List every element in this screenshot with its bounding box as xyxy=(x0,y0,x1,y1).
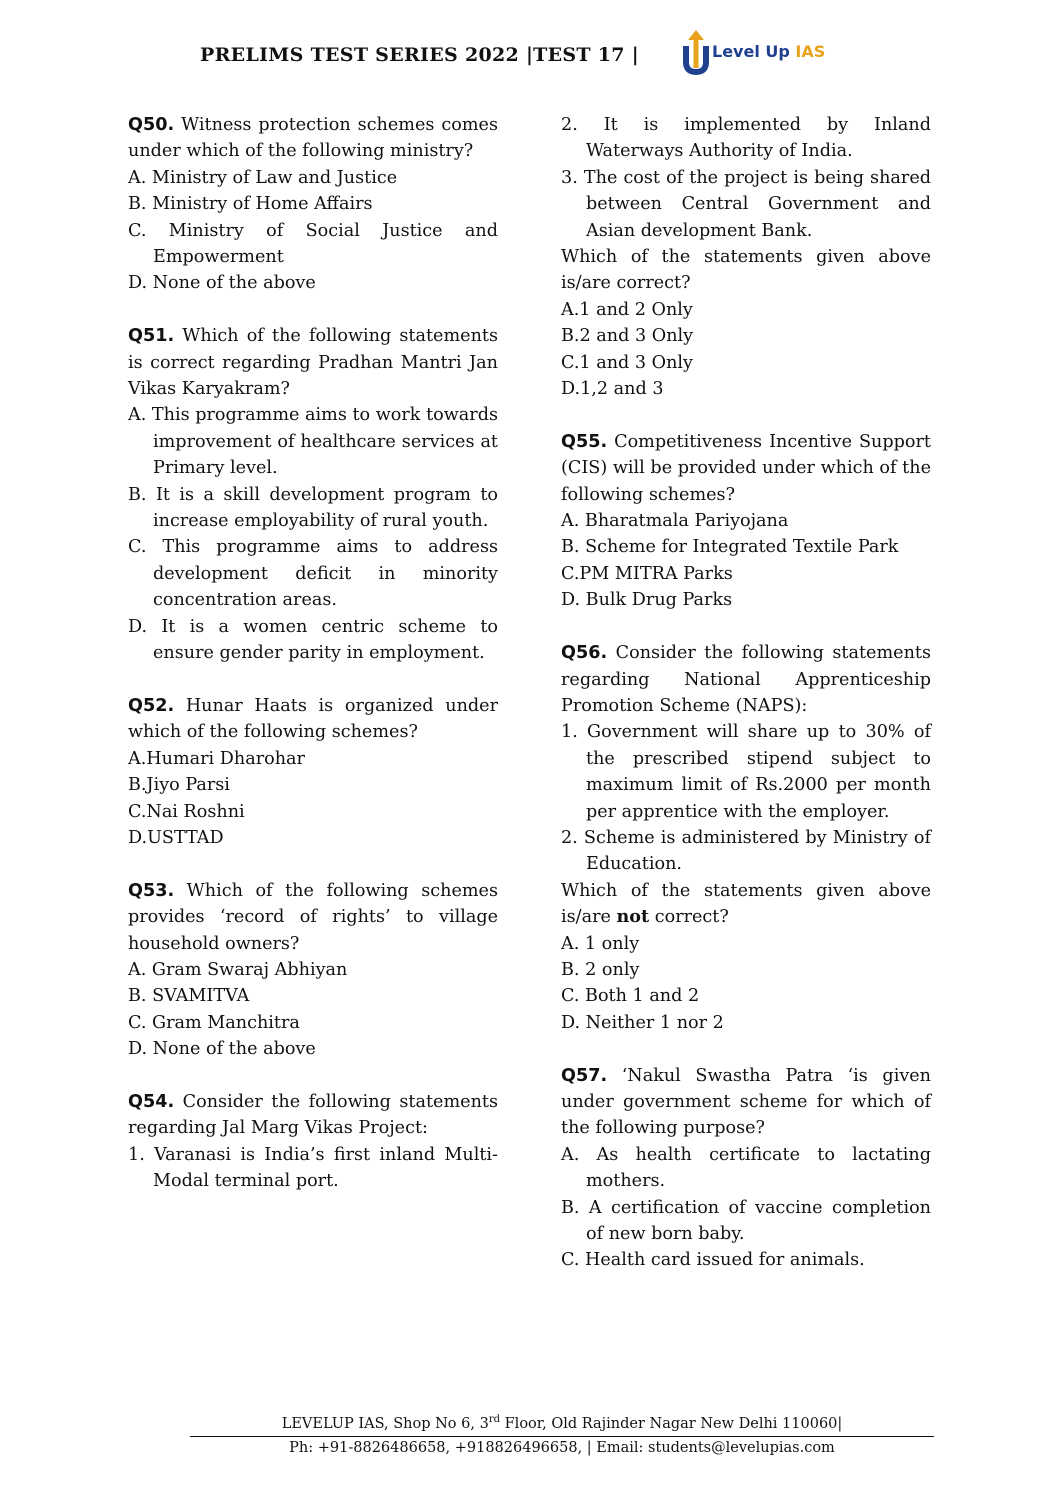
option: B. A certification of vaccine completion of new born baby. xyxy=(561,1197,931,1245)
option: C. Gram Manchitra xyxy=(128,1012,300,1033)
statement: 2. It is implemented by Inland Waterways Authority of India. xyxy=(561,115,931,162)
option: C. Both 1 and 2 xyxy=(561,986,700,1007)
question-stem: Consider the following statements regarding National Apprenticeship Promotion Scheme (NAPS): xyxy=(561,643,931,716)
option: B. SVAMITVA xyxy=(128,986,250,1007)
question-stem: Which of the following schemes provides ‘record of rights’ to village household owners? xyxy=(128,880,498,954)
option: C.PM MITRA Parks xyxy=(561,563,733,584)
question-57 xyxy=(561,1063,931,1274)
question-54-continued xyxy=(561,112,931,402)
page-footer xyxy=(190,1413,934,1459)
question-53 xyxy=(128,878,498,1063)
option: D. None of the above xyxy=(128,273,316,294)
option: C.Nai Roshni xyxy=(128,801,245,822)
statement: 2. Scheme is administered by Ministry of Education. xyxy=(561,827,931,875)
left-column xyxy=(128,112,498,1221)
page-header xyxy=(0,28,1058,78)
question-number: Q54. xyxy=(128,1091,175,1112)
option: B. Scheme for Integrated Textile Park xyxy=(561,537,899,558)
question-text xyxy=(561,1063,931,1142)
option: B.2 and 3 Only xyxy=(561,326,694,347)
prompt-emphasis: not xyxy=(616,906,650,928)
statement: 1. Government will share up to 30% of the prescribed stipend subject to maximum limit of Rs.2000 per month per apprentice with the employer. xyxy=(561,722,931,822)
option: B.Jiyo Parsi xyxy=(128,775,230,796)
question-54 xyxy=(128,1089,498,1195)
question-stem: Witness protection schemes comes under which of the following ministry? xyxy=(128,115,498,162)
footer-address xyxy=(190,1413,934,1435)
question-stem: Hunar Haats is organized under which of the following schemes? xyxy=(128,695,498,743)
option: D. Neither 1 nor 2 xyxy=(561,1012,724,1033)
logo-text xyxy=(712,42,825,61)
question-stem: Consider the following statements regarding Jal Marg Vikas Project: xyxy=(128,1091,498,1139)
question-text xyxy=(128,693,498,746)
question-text xyxy=(128,1089,498,1142)
question-52 xyxy=(128,693,498,851)
option: D.1,2 and 3 xyxy=(561,379,664,400)
option: C.1 and 3 Only xyxy=(561,352,693,373)
levelup-logo-icon xyxy=(682,28,712,76)
option: D.USTTAD xyxy=(128,827,224,848)
option: A. Gram Swaraj Abhiyan xyxy=(128,959,348,980)
logo-accent-text: IAS xyxy=(795,42,826,61)
question-number: Q52. xyxy=(128,695,175,716)
levelup-ias-logo xyxy=(682,28,832,76)
question-51 xyxy=(128,323,498,666)
question-50 xyxy=(128,112,498,297)
statement: 1. Varanasi is India’s first inland Multi-Modal terminal port. xyxy=(128,1144,498,1192)
logo-main-text: Level Up xyxy=(712,42,796,61)
question-stem: ‘Nakul Swastha Patra ‘is given under government scheme for which of the following purpose? xyxy=(561,1065,931,1139)
option: A. Bharatmala Pariyojana xyxy=(561,511,789,532)
option: B. It is a skill development program to increase employability of rural youth. xyxy=(128,484,498,532)
right-column xyxy=(561,112,931,1300)
question-text xyxy=(128,323,498,402)
footer-address-text: LEVELUP IAS, Shop No 6, 3 xyxy=(281,1416,489,1432)
question-text xyxy=(561,429,931,508)
option: D. None of the above xyxy=(128,1039,316,1060)
option: A.Humari Dharohar xyxy=(128,748,305,769)
option: B. 2 only xyxy=(561,959,640,980)
option: A. This programme aims to work towards improvement of healthcare services at Primary level. xyxy=(128,405,498,479)
question-prompt xyxy=(561,878,931,931)
question-55 xyxy=(561,429,931,614)
question-number: Q56. xyxy=(561,643,608,664)
question-stem: Which of the following statements is correct regarding Pradhan Mantri Jan Vikas Karyakram? xyxy=(128,326,498,400)
statement: 3. The cost of the project is being shared between Central Government and Asian development Bank. xyxy=(561,167,931,241)
option: A. Ministry of Law and Justice xyxy=(128,167,398,188)
question-56 xyxy=(561,640,931,1036)
option: D. It is a women centric scheme to ensure gender parity in employment. xyxy=(128,616,498,664)
question-number: Q57. xyxy=(561,1065,608,1086)
option: C. This programme aims to address development deficit in minority concentration areas. xyxy=(128,537,498,611)
question-prompt: Which of the statements given above is/are correct? xyxy=(561,247,931,294)
option: A.1 and 2 Only xyxy=(561,299,693,320)
question-stem: Competitiveness Incentive Support (CIS) will be provided under which of the following schemes? xyxy=(561,431,931,505)
footer-address-text-end: Floor, Old Rajinder Nagar New Delhi 110060| xyxy=(500,1416,843,1432)
question-text xyxy=(128,878,498,957)
header-title: PRELIMS TEST SERIES 2022 |TEST 17 | xyxy=(200,44,639,66)
option: A. As health certificate to lactating mothers. xyxy=(561,1144,931,1192)
question-number: Q51. xyxy=(128,326,175,347)
option: B. Ministry of Home Affairs xyxy=(128,194,373,215)
prompt-text: Which of the statements given above is/are xyxy=(561,880,931,928)
option: A. 1 only xyxy=(561,933,640,954)
footer-superscript: rd xyxy=(488,1414,501,1426)
question-number: Q55. xyxy=(561,431,608,452)
prompt-text-end: correct? xyxy=(649,907,729,928)
option: C. Health card issued for animals. xyxy=(561,1250,865,1271)
question-text xyxy=(561,640,931,719)
option: D. Bulk Drug Parks xyxy=(561,590,733,611)
question-number: Q53. xyxy=(128,880,175,901)
option: C. Ministry of Social Justice and Empowerment xyxy=(128,220,498,268)
question-number: Q50. xyxy=(128,115,175,135)
question-text xyxy=(128,112,498,165)
footer-contact: Ph: +91-8826486658, +918826496658, | Email: students@levelupias.com xyxy=(289,1440,835,1456)
